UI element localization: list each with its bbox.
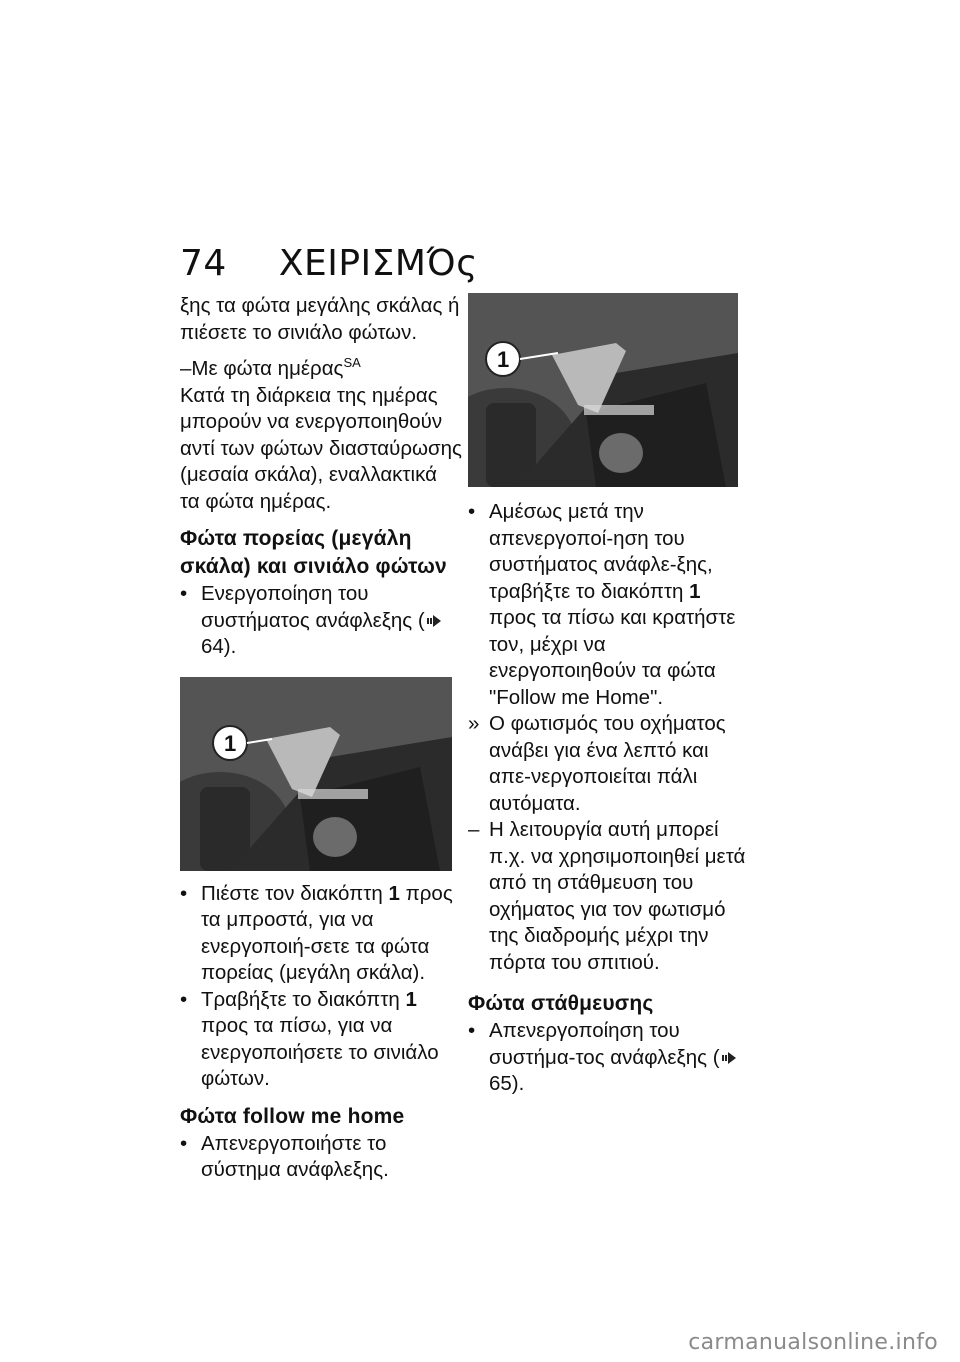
heading-follow-me-home: Φώτα follow me home	[180, 1104, 405, 1128]
bullet-text: προς τα πίσω, για να ενεργοποιήσετε το σινιάλο φώτων.	[201, 1014, 439, 1090]
list-item	[180, 987, 462, 1093]
callout-number-1: 1	[224, 730, 237, 756]
switch-reference: 1	[388, 881, 400, 905]
callout-number-1: 1	[497, 347, 510, 372]
switch-reference: 1	[689, 579, 701, 603]
bullet-text: Αμέσως μετά την απενεργοποί-ηση του συστήματος ανάφλε-ξης, τραβήξτε το διακόπτη	[489, 500, 713, 603]
page-reference[interactable]: 65).	[489, 1072, 525, 1095]
page-reference-arrow-icon	[427, 615, 441, 627]
bullet-text: Ενεργοποίηση του συστήματος ανάφλεξης (	[201, 582, 425, 632]
list-item	[180, 881, 462, 987]
daylight-text: Κατά τη διάρκεια της ημέρας μπορούν να ενεργοποιηθούν αντί των φώτων διασταύρωσης (μεσαία σκάλα), εναλλακτικά τα φώτα ημέρας.	[180, 383, 462, 513]
left-column	[180, 293, 462, 1184]
note-item: – Η λειτουργία αυτή μπορεί π.χ. να χρησιμοποιηθεί μετά από τη στάθμευση του οχήματος για τον φωτισμό της διαδρομής μέχρι την πόρτα του σπιτιού.	[468, 817, 750, 976]
heading-high-beam: Φώτα πορείας (μεγάλη σκάλα) και σινιάλο φώτων	[180, 527, 447, 578]
page-header	[180, 243, 478, 284]
handlebar-switch-photo	[180, 677, 452, 871]
intro-paragraph: ξης τα φώτα μεγάλης σκάλας ή πιέσετε το σινιάλο φώτων.	[180, 294, 460, 344]
list-item: • Απενεργοποιήστε το σύστημα ανάφλεξης.	[180, 1131, 462, 1184]
daylight-label: Με φώτα ημέρας	[191, 357, 344, 380]
page-number: 74	[180, 243, 227, 284]
bullet-text: Απενεργοποίηση του συστήμα-τος ανάφλεξης (	[489, 1019, 720, 1069]
watermark-text: carmanualsonline.info	[688, 1330, 938, 1355]
list-item	[468, 1018, 750, 1098]
page-reference-arrow-icon	[722, 1052, 736, 1064]
switch-reference: 1	[405, 987, 417, 1011]
page-reference[interactable]: 64).	[201, 635, 237, 658]
sa-badge: SA	[343, 355, 361, 371]
section-title: ΧΕΙΡΙΣΜΌς	[278, 243, 478, 284]
list-item	[180, 581, 462, 661]
result-item: » Ο φωτισμός του οχήματος ανάβει για ένα λεπτό και απε-νεργοποιείται πάλι αυτόματα.	[468, 711, 750, 817]
bullet-text: Τραβήξτε το διακόπτη	[201, 987, 406, 1011]
bullet-text: προς τα πίσω και κρατήστε τον, μέχρι να ενεργοποιηθούν τα φώτα "Follow me Home".	[489, 606, 736, 709]
bullet-text: προς τα μπροστά, για να ενεργοποιή-σετε τα φώτα πορείας (μεγάλη σκάλα).	[201, 881, 453, 984]
right-column	[468, 293, 750, 1098]
heading-parking-lights: Φώτα στάθμευσης	[468, 992, 654, 1015]
list-item	[468, 499, 750, 711]
handlebar-switch-photo	[468, 293, 738, 487]
bullet-text: Πιέστε τον διακόπτη	[201, 881, 389, 905]
daylight-option: –Με φώτα ημέρας$^{SA}$	[180, 355, 361, 380]
